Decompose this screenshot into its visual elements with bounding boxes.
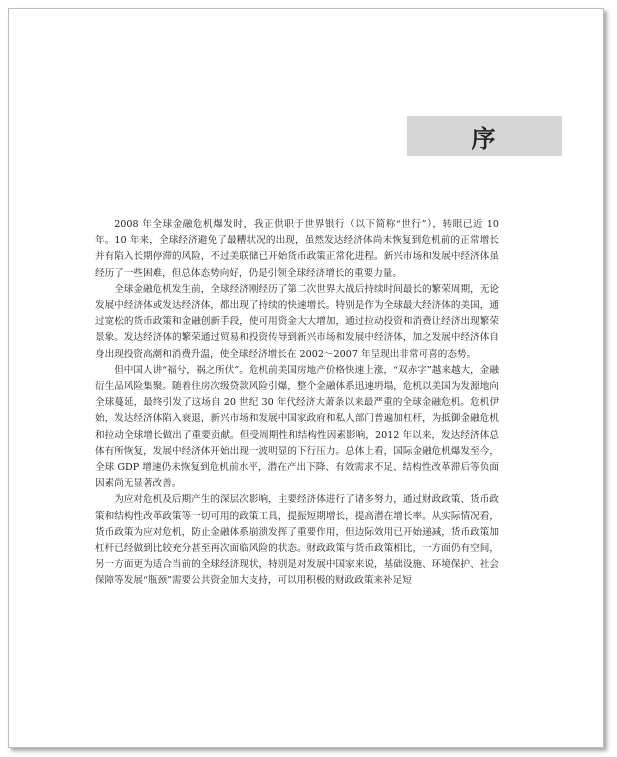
paragraph: 2008 年全球金融危机爆发时，我正供职于世界银行（以下简称“世行”），转眼已近 10 年。10 年来，全球经济避免了最糟状况的出现，虽然发达经济体尚未恢复到危机前的正常增长并有陷入长期停滞的风险，不过美联储已开始货币政策正常化进程。新兴市场和发展中经济体虽经历了一些困难，但总体态势向好，仍是引领全球经济增长的重要力量。: [95, 219, 499, 279]
page-title: 序: [471, 123, 498, 153]
paragraph: 全球金融危机发生前，全球经济刚经历了第二次世界大战后持续时间最长的繁荣周期，无论发展中经济体或发达经济体，都出现了持续的快速增长。特别是作为全球最大经济体的美国，通过宽松的货币政策和金融创新手段，使可用资金大大增加，通过拉动投资和消费让经济出现繁荣景象。发达经济体的繁荣通过贸易和投资传导到新兴市场和发展中经济体，加之发展中经济体自身出现投资高潮和消费升温，使全球经济增长在 2002～2007 年呈现出非常可喜的态势。: [95, 283, 499, 360]
paragraph: 为应对危机及后期产生的深层次影响，主要经济体进行了诸多努力，通过财政政策、货币政策和结构性改革政策等一切可用的政策工具，提振短期增长，提高潜在增长率。从实际情况看，货币政策为应对危机，防止金融体系崩溃发挥了重要作用，但边际效用已开始递减，货币政策加杠杆已经做到比较充分甚至再次面临风险的状态。财政政策与货币政策相比，一方面仍有空间，另一方面更为适合当前的全球经济现状，特别是对发展中国家来说，基础设施、环境保护、社会保障等发展“瓶颈”需要公共资金加大支持，可以用积极的财政政策来补足短: [95, 494, 499, 587]
book-page: [8, 8, 604, 748]
body-text: [95, 217, 499, 590]
paragraph: 但中国人讲“福兮，祸之所伏”。危机前美国房地产价格快速上涨，“双赤字”越来越大，金融衍生品风险集聚。随着住房次级贷款风险引爆，整个金融体系迅速坍塌，危机以美国为发源地向全球蔓延，最终引发了这场自 20 世纪 30 年代经济大萧条以来最严重的全球金融危机。危机伊始，发达经济体陷入衰退，新兴市场和发展中国家政府和私人部门普遍加杠杆，为抵御金融危机和拉动全球增长做出了重要贡献。但受周期性和结构性因素影响，2012 年以来，发达经济体总体有所恢复，发展中经济体开始出现一波明显的下行压力。总体上看，国际金融危机爆发至今，全球 GDP 增速仍未恢复到危机前水平，潜在产出下降、有效需求不足、结构性改革滞后等负面因素尚无显著改善。: [95, 364, 499, 490]
title-band: [407, 116, 562, 156]
